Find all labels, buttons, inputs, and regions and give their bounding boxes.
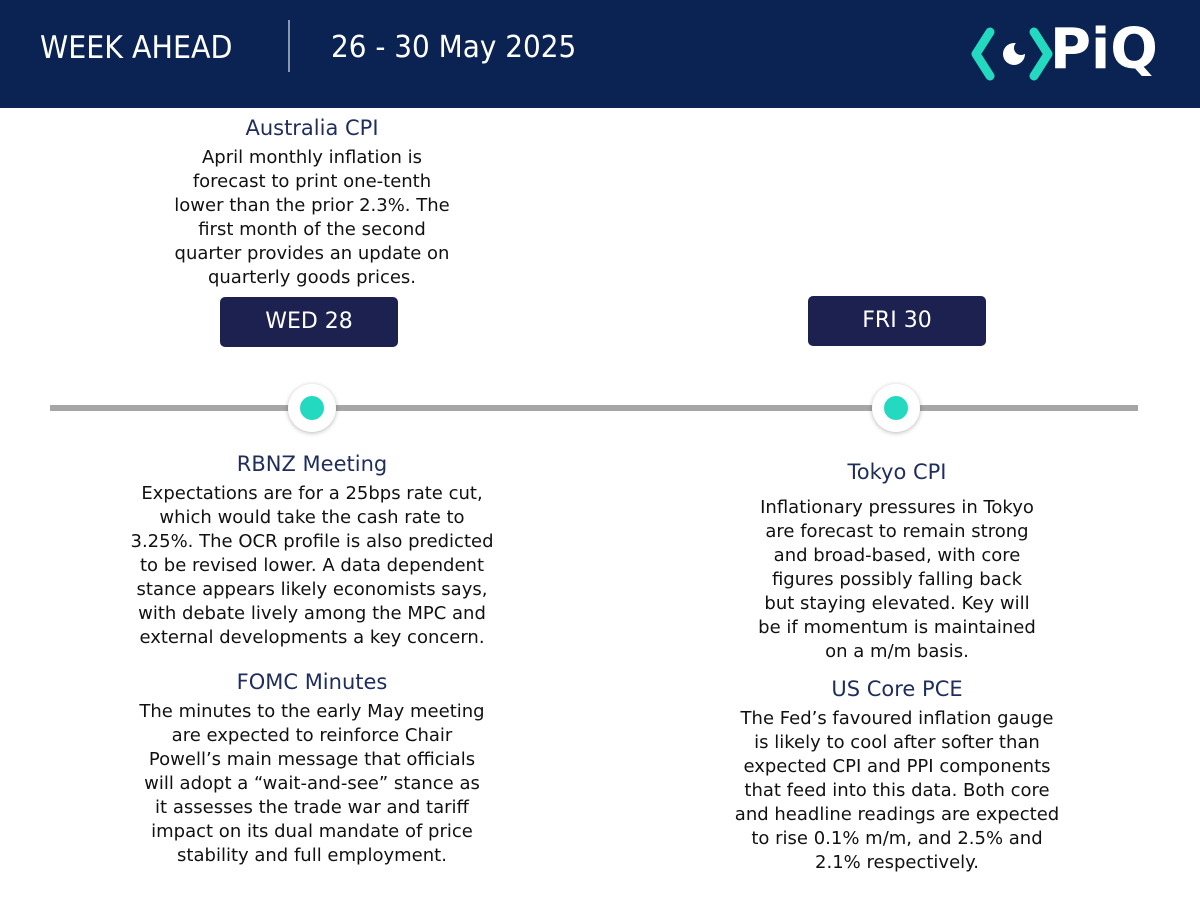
timeline-line — [50, 405, 1138, 411]
header-divider — [288, 20, 290, 72]
event-fomc-minutes — [112, 668, 512, 868]
header-banner — [0, 0, 1200, 108]
event-description: April monthly inflation is forecast to print one-tenth lower than the prior 2.3%. The first month of the second quarter provides an update on quarterly goods prices. — [174, 147, 450, 288]
event-rbnz-meeting — [112, 450, 512, 650]
event-title: RBNZ Meeting — [236, 452, 388, 476]
page-title: WEEK AHEAD — [40, 30, 233, 66]
event-description: The minutes to the early May meeting are expected to reinforce Chair Powell’s main message that officials will adopt a “wait-and-see” stance as it assesses the trade war and tariff impact on its dual mandate of price stability and full employment. — [139, 701, 485, 866]
event-us-core-pce — [712, 675, 1082, 875]
date-range: 26 - 30 May 2025 — [331, 30, 577, 65]
event-australia-cpi — [150, 114, 474, 290]
marker-dot-icon — [300, 396, 324, 420]
event-description: Expectations are for a 25bps rate cut, which would take the cash rate to 3.25%. The OCR profile is also predicted to be revised lower. A data dependent stance appears likely economists says, with debate lively among the MPC and external developments a key concern. — [130, 483, 494, 648]
event-tokyo-cpi — [712, 458, 1082, 664]
event-title: FOMC Minutes — [236, 670, 388, 694]
timeline-marker-wed — [288, 384, 336, 432]
timeline-marker-fri — [872, 384, 920, 432]
logo-wordmark: PiQ — [1050, 17, 1158, 82]
event-title: US Core PCE — [831, 677, 963, 701]
event-description: Inflationary pressures in Tokyo are forecast to remain strong and broad-based, with core figures possibly falling back but staying elevated. Key will be if momentum is maintained on a m/m basis. — [758, 497, 1036, 662]
marker-dot-icon — [884, 396, 908, 420]
event-description: The Fed’s favoured inflation gauge is likely to cool after softer than expected CPI and PPI components that feed into this data. Both core and headline readings are expected to rise 0.1% m/m, and 2.5% and 2.1% respectively. — [734, 708, 1060, 873]
day-label-fri: FRI 30 — [808, 296, 986, 346]
event-title: Tokyo CPI — [847, 460, 947, 484]
day-label-wed: WED 28 — [220, 297, 398, 347]
event-title: Australia CPI — [245, 116, 379, 140]
